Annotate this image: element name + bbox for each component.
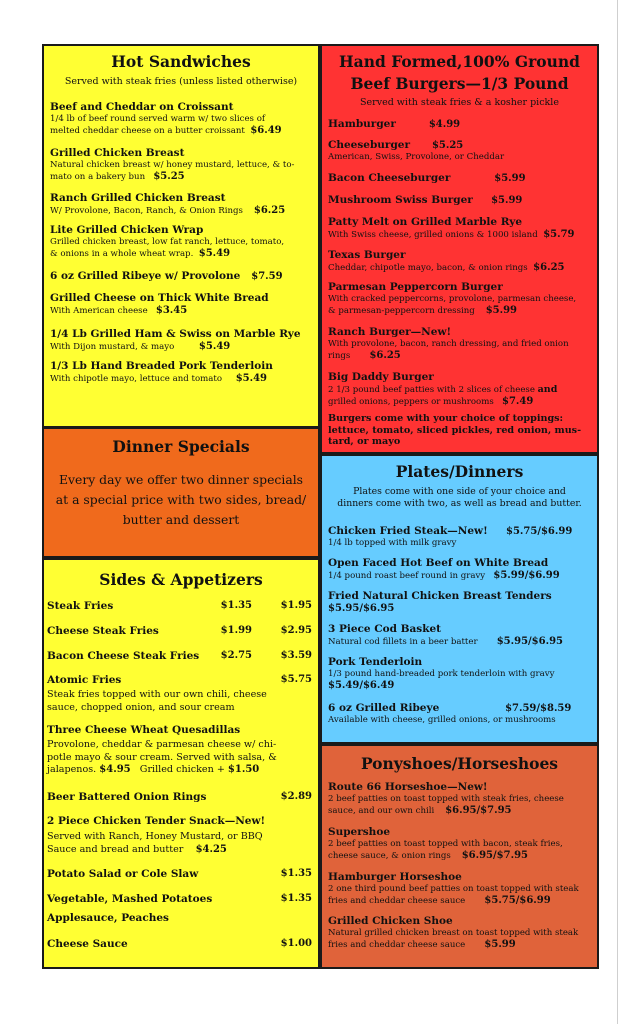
menu-item <box>322 139 597 163</box>
item-price: $5.49 <box>235 373 268 384</box>
item-name: Beef and Cheddar on Croissant <box>50 101 234 113</box>
menu-item <box>47 868 312 883</box>
item-price: $3.45 <box>155 305 188 316</box>
item-price: $6.25 <box>253 205 286 216</box>
item-desc: & onions in a whole wheat wrap. <box>50 249 194 259</box>
item-price: $7.59 <box>251 271 283 282</box>
item-price: $5.99 <box>494 173 526 184</box>
dinner-specials-title: Dinner Specials <box>112 437 250 456</box>
item-name: Chicken Fried Steak—New! <box>328 525 488 537</box>
item-name: 6 oz Grilled Ribeye <box>328 702 440 714</box>
item-desc: 2 1/3 pound beef patties with 2 slices of cheese <box>328 385 535 395</box>
item-name: Vegetable, Mashed Potatoes <box>47 893 213 905</box>
item-price: $5.25 <box>431 140 464 151</box>
item-name: Three Cheese Wheat Quesadillas <box>47 724 241 736</box>
toppings-note-line: Burgers come with your choice of toppings: <box>328 413 564 424</box>
dinner-specials-text <box>44 470 318 530</box>
item-name: Texas Burger <box>328 249 406 261</box>
item-price: $7.49 <box>502 396 534 407</box>
item-desc: Grilled chicken breast, low fat ranch, lettuce, tomato, <box>50 237 285 247</box>
item-name: Applesauce, Peaches <box>47 912 169 924</box>
menu-item <box>322 656 597 691</box>
item-price: $5.75 <box>280 674 312 685</box>
item-desc: With chipotle mayo, lettuce and tomato <box>50 374 223 384</box>
item-name: Route 66 Horseshoe—New! <box>328 781 488 793</box>
menu-item <box>44 224 318 260</box>
item-desc: With Swiss cheese, grilled onions & 1000 island <box>328 230 538 240</box>
menu-item <box>47 938 312 953</box>
item-name: Bacon Cheeseburger <box>328 172 451 184</box>
item-desc: 1/4 pound roast beef round in gravy <box>328 571 486 581</box>
menu-item <box>44 270 318 283</box>
toppings-note-line: lettuce, tomato, sliced pickles, red onion, mus- <box>328 424 582 436</box>
item-desc: 2 one third pound beef patties on toast topped with steak <box>328 884 579 894</box>
item-desc: 2 beef patties on toast topped with bacon, steak fries, <box>328 839 563 849</box>
menu-item <box>322 194 597 207</box>
item-price: $6.95/$7.95 <box>461 850 528 861</box>
item-price: $5.75/$6.99 <box>506 526 573 537</box>
item-name: Big Daddy Burger <box>328 371 434 383</box>
item-desc: Natural grilled chicken breast on toast topped with steak <box>328 928 579 938</box>
menu-item <box>44 360 318 385</box>
item-price: $5.99 <box>491 195 523 206</box>
item-desc: Grilled chicken + <box>139 764 225 775</box>
hot-sandwiches-section <box>42 44 320 428</box>
menu-item <box>322 118 597 131</box>
menu-item <box>47 674 312 689</box>
page-edge <box>617 0 618 1024</box>
item-desc: American, Swiss, Provolone, or Cheddar <box>328 152 505 162</box>
item-desc: melted cheddar cheese on a butter croissant <box>50 126 245 136</box>
item-name: Mushroom Swiss Burger <box>328 194 473 206</box>
item-name: Pork Tenderloin <box>328 656 423 668</box>
item-desc: fries and cheddar cheese sauce <box>328 896 466 906</box>
item-name: Potato Salad or Cole Slaw <box>47 868 199 880</box>
menu-item <box>44 328 318 353</box>
item-price-addon: $1.50 <box>227 764 260 775</box>
item-desc: 1/4 lb topped with milk gravy <box>328 538 457 548</box>
item-desc: mato on a bakery bun <box>50 172 146 182</box>
item-price-small: $1.35 <box>220 600 252 611</box>
item-desc: Sauce and bread and butter <box>47 843 184 855</box>
burgers-title-line2: Beef Burgers—1/3 Pound <box>350 74 569 93</box>
plates-subtitle <box>322 486 597 510</box>
item-desc: Available with cheese, grilled onions, or mushrooms <box>328 715 556 725</box>
item-price: $4.25 <box>195 843 227 855</box>
item-name: Cheese Sauce <box>47 938 128 950</box>
item-desc: With American cheese <box>50 306 148 316</box>
item-name: 2 Piece Chicken Tender Snack—New! <box>47 815 266 827</box>
dinner-specials-line: butter and dessert <box>122 512 240 527</box>
item-price: $5.99 <box>485 305 518 316</box>
ponyshoes-section <box>320 744 599 969</box>
menu-item <box>47 791 312 806</box>
item-name: Bacon Cheese Steak Fries <box>47 650 200 662</box>
dinner-specials-line: Every day we offer two dinner specials <box>58 472 304 487</box>
item-desc-block <box>47 739 314 777</box>
menu-item <box>47 912 312 927</box>
menu-item <box>322 249 597 274</box>
item-name: Grilled Chicken Shoe <box>328 915 453 927</box>
hot-sandwiches-title: Hot Sandwiches <box>111 52 251 71</box>
menu-item <box>44 292 318 317</box>
hot-sandwiches-subtitle: Served with steak fries (unless listed otherwise) <box>64 76 298 87</box>
dinner-specials-section <box>42 427 320 558</box>
burgers-subtitle: Served with steak fries & a kosher pickle <box>360 97 559 108</box>
item-name: Steak Fries <box>47 600 114 612</box>
item-price: $1.35 <box>280 893 312 904</box>
menu-item <box>322 702 597 726</box>
menu-item <box>47 893 312 908</box>
item-desc: With cracked peppercorns, provolone, parmesan cheese, <box>328 294 577 304</box>
menu-item <box>322 281 597 317</box>
item-name: Atomic Fries <box>47 674 122 686</box>
item-price: $4.95 <box>99 764 131 775</box>
item-price: $5.75/$6.99 <box>484 895 551 906</box>
item-desc: jalapenos. <box>47 764 97 775</box>
menu-item <box>44 147 318 183</box>
item-name: Fried Natural Chicken Breast Tenders <box>328 590 552 602</box>
menu-item <box>44 101 318 137</box>
item-price: $5.49 <box>198 341 231 352</box>
item-desc: Steak fries topped with our own chili, cheese <box>47 689 267 700</box>
item-desc-block <box>47 831 314 856</box>
menu-item <box>322 216 597 241</box>
item-name: Patty Melt on Grilled Marble Rye <box>328 216 523 228</box>
item-name: 1/4 Lb Grilled Ham & Swiss on Marble Rye <box>50 328 301 340</box>
item-desc: fries and cheddar cheese sauce <box>328 940 466 950</box>
item-name: Grilled Cheese on Thick White Bread <box>50 292 269 304</box>
menu-item <box>322 371 597 408</box>
item-desc: W/ Provolone, Bacon, Ranch, & Onion Rings <box>50 206 243 216</box>
item-price: $6.49 <box>250 125 282 136</box>
item-name: 1/3 Lb Hand Breaded Pork Tenderloin <box>50 360 273 372</box>
menu-item <box>322 826 597 862</box>
item-price: $4.99 <box>428 119 461 130</box>
item-desc: Natural cod fillets in a beer batter <box>328 637 478 647</box>
item-desc: cheese sauce, & onion rings <box>328 851 451 861</box>
item-price: $6.95/$7.95 <box>445 805 512 816</box>
plates-subtitle-line: Plates come with one side of your choice and <box>353 486 566 497</box>
item-price: $1.35 <box>280 868 312 879</box>
item-price: $7.59/$8.59 <box>505 703 572 714</box>
menu-item <box>322 326 597 362</box>
item-name: Beer Battered Onion Rings <box>47 791 207 803</box>
item-price-large: $1.95 <box>280 600 312 611</box>
item-desc: sauce, chopped onion, and sour cream <box>47 701 235 713</box>
item-price: $5.95/$6.95 <box>496 636 563 647</box>
item-desc-block <box>47 689 314 714</box>
item-desc: & parmesan-peppercorn dressing <box>328 306 475 316</box>
menu-item <box>322 525 597 549</box>
item-name: Cheeseburger <box>328 139 411 151</box>
menu-item <box>322 623 597 648</box>
item-name: 3 Piece Cod Basket <box>328 623 442 635</box>
item-desc: 1/3 pound hand-breaded pork tenderloin with gravy <box>328 669 555 679</box>
plates-section <box>320 454 599 744</box>
item-name: Parmesan Peppercorn Burger <box>328 281 503 293</box>
item-desc: Served with Ranch, Honey Mustard, or BBQ <box>47 831 263 842</box>
menu-item <box>322 557 597 582</box>
item-desc: sauce, and our own chili <box>328 806 435 816</box>
item-price: $5.49 <box>198 248 231 259</box>
item-price: $6.25 <box>533 262 565 273</box>
plates-title: Plates/Dinners <box>395 462 524 481</box>
item-desc: With provolone, bacon, ranch dressing, and fried onion <box>328 339 569 349</box>
item-price: $5.99/$6.99 <box>493 570 560 581</box>
menu-item <box>47 815 312 830</box>
item-name: Grilled Chicken Breast <box>50 147 185 159</box>
sides-section <box>42 558 320 969</box>
menu-item <box>322 915 597 951</box>
item-desc: potle mayo & sour cream. Served with salsa, & <box>47 751 277 763</box>
item-desc: With Dijon mustard, & mayo <box>50 342 175 352</box>
item-price: $2.89 <box>280 791 312 802</box>
item-desc: 1/4 lb of beef round served warm w/ two slices of <box>50 114 266 124</box>
menu-item <box>322 172 597 185</box>
item-price: $6.25 <box>369 350 401 361</box>
item-price: $5.95/$6.95 <box>328 603 395 614</box>
menu-item <box>47 600 312 615</box>
item-price: $5.49/$6.49 <box>328 680 395 691</box>
item-price-small: $1.99 <box>220 625 252 636</box>
ponyshoes-title: Ponyshoes/Horseshoes <box>360 754 559 773</box>
toppings-note-line: tard, or mayo <box>328 436 401 447</box>
plates-subtitle-line: dinners come with two, as well as bread and butter. <box>337 498 582 509</box>
item-price: $5.25 <box>153 171 185 182</box>
burgers-title-line1: Hand Formed,100% Ground <box>339 52 580 71</box>
item-name: Hamburger <box>328 118 396 130</box>
menu-item <box>322 871 597 907</box>
item-desc: Provolone, cheddar & parmesan cheese w/ chi- <box>47 739 277 750</box>
item-price: $1.00 <box>280 938 312 949</box>
item-price: $5.79 <box>543 229 575 240</box>
item-name: Hamburger Horseshoe <box>328 871 462 883</box>
item-price-large: $3.59 <box>280 650 312 661</box>
item-name: Supershoe <box>328 826 391 838</box>
menu-item <box>47 625 312 640</box>
item-name: Lite Grilled Chicken Wrap <box>50 224 204 236</box>
dinner-specials-line: at a special price with two sides, bread/ <box>55 492 307 507</box>
item-desc: Cheddar, chipotle mayo, bacon, & onion rings <box>328 263 528 273</box>
item-name: Cheese Steak Fries <box>47 625 159 637</box>
item-name: Open Faced Hot Beef on White Bread <box>328 557 549 569</box>
item-price-small: $2.75 <box>220 650 252 661</box>
burgers-section <box>320 44 599 454</box>
item-name: 6 oz Grilled Ribeye w/ Provolone <box>50 270 241 282</box>
item-price: $5.99 <box>484 939 516 950</box>
item-price-large: $2.95 <box>280 625 312 636</box>
menu-item <box>44 192 318 217</box>
toppings-note <box>328 413 593 448</box>
item-desc: 2 beef patties on toast topped with steak fries, cheese <box>328 794 564 804</box>
item-desc-bold: and <box>537 384 558 395</box>
menu-item <box>322 590 597 614</box>
sides-title: Sides & Appetizers <box>99 570 263 589</box>
item-desc: rings <box>328 351 351 361</box>
item-desc: Natural chicken breast w/ honey mustard, lettuce, & to- <box>50 160 295 170</box>
menu-item <box>47 650 312 665</box>
item-name: Ranch Grilled Chicken Breast <box>50 192 226 204</box>
item-desc: grilled onions, peppers or mushrooms <box>328 397 494 407</box>
item-name: Ranch Burger—New! <box>328 326 452 338</box>
menu-item <box>322 781 597 817</box>
menu-item <box>47 724 312 739</box>
